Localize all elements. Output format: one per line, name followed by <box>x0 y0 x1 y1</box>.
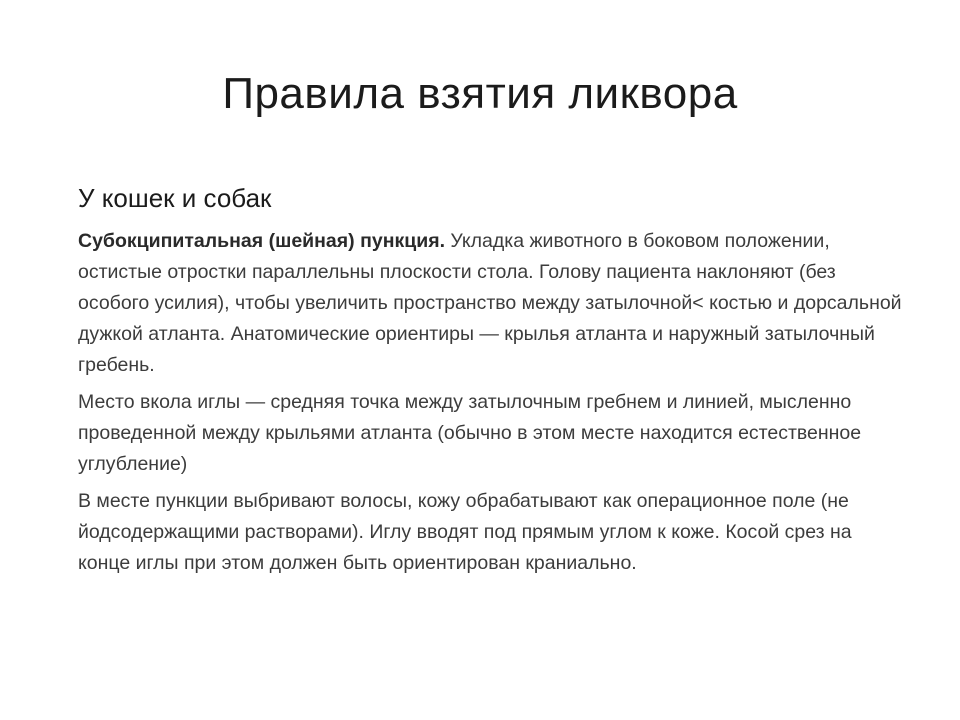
paragraph-2: Место вкола иглы — средняя точка между затылочным гребнем и линией, мысленно проведенной между крыльями атланта (обычно в этом месте находится естественное углубление) <box>78 391 862 475</box>
paragraph-1-bold-lead: Субокципитальная (шейная) пункция. <box>78 230 445 252</box>
slide-title: Правила взятия ликвора <box>222 69 738 118</box>
paragraph-3: В месте пункции выбривают волосы, кожу обрабатывают как операционное поле (не йодсодержащими растворами). Иглу вводят под прямым углом к коже. Косой срез на конце иглы при этом должен быть ориентирован краниально. <box>78 490 852 574</box>
subheading: У кошек и собак <box>78 183 272 213</box>
paragraph-1 <box>78 226 904 381</box>
slide-content <box>78 178 904 585</box>
paragraph-1-text: Укладка животного в боковом положении, остистые отростки параллельны плоскости стола. Голову пациента наклоняют (без особого усилия), чтобы увеличить пространство между затылочной< костью и дорсальной дужкой атланта. Анатомические ориентиры — крылья атланта и наружный затылочный гребень. <box>78 230 902 376</box>
